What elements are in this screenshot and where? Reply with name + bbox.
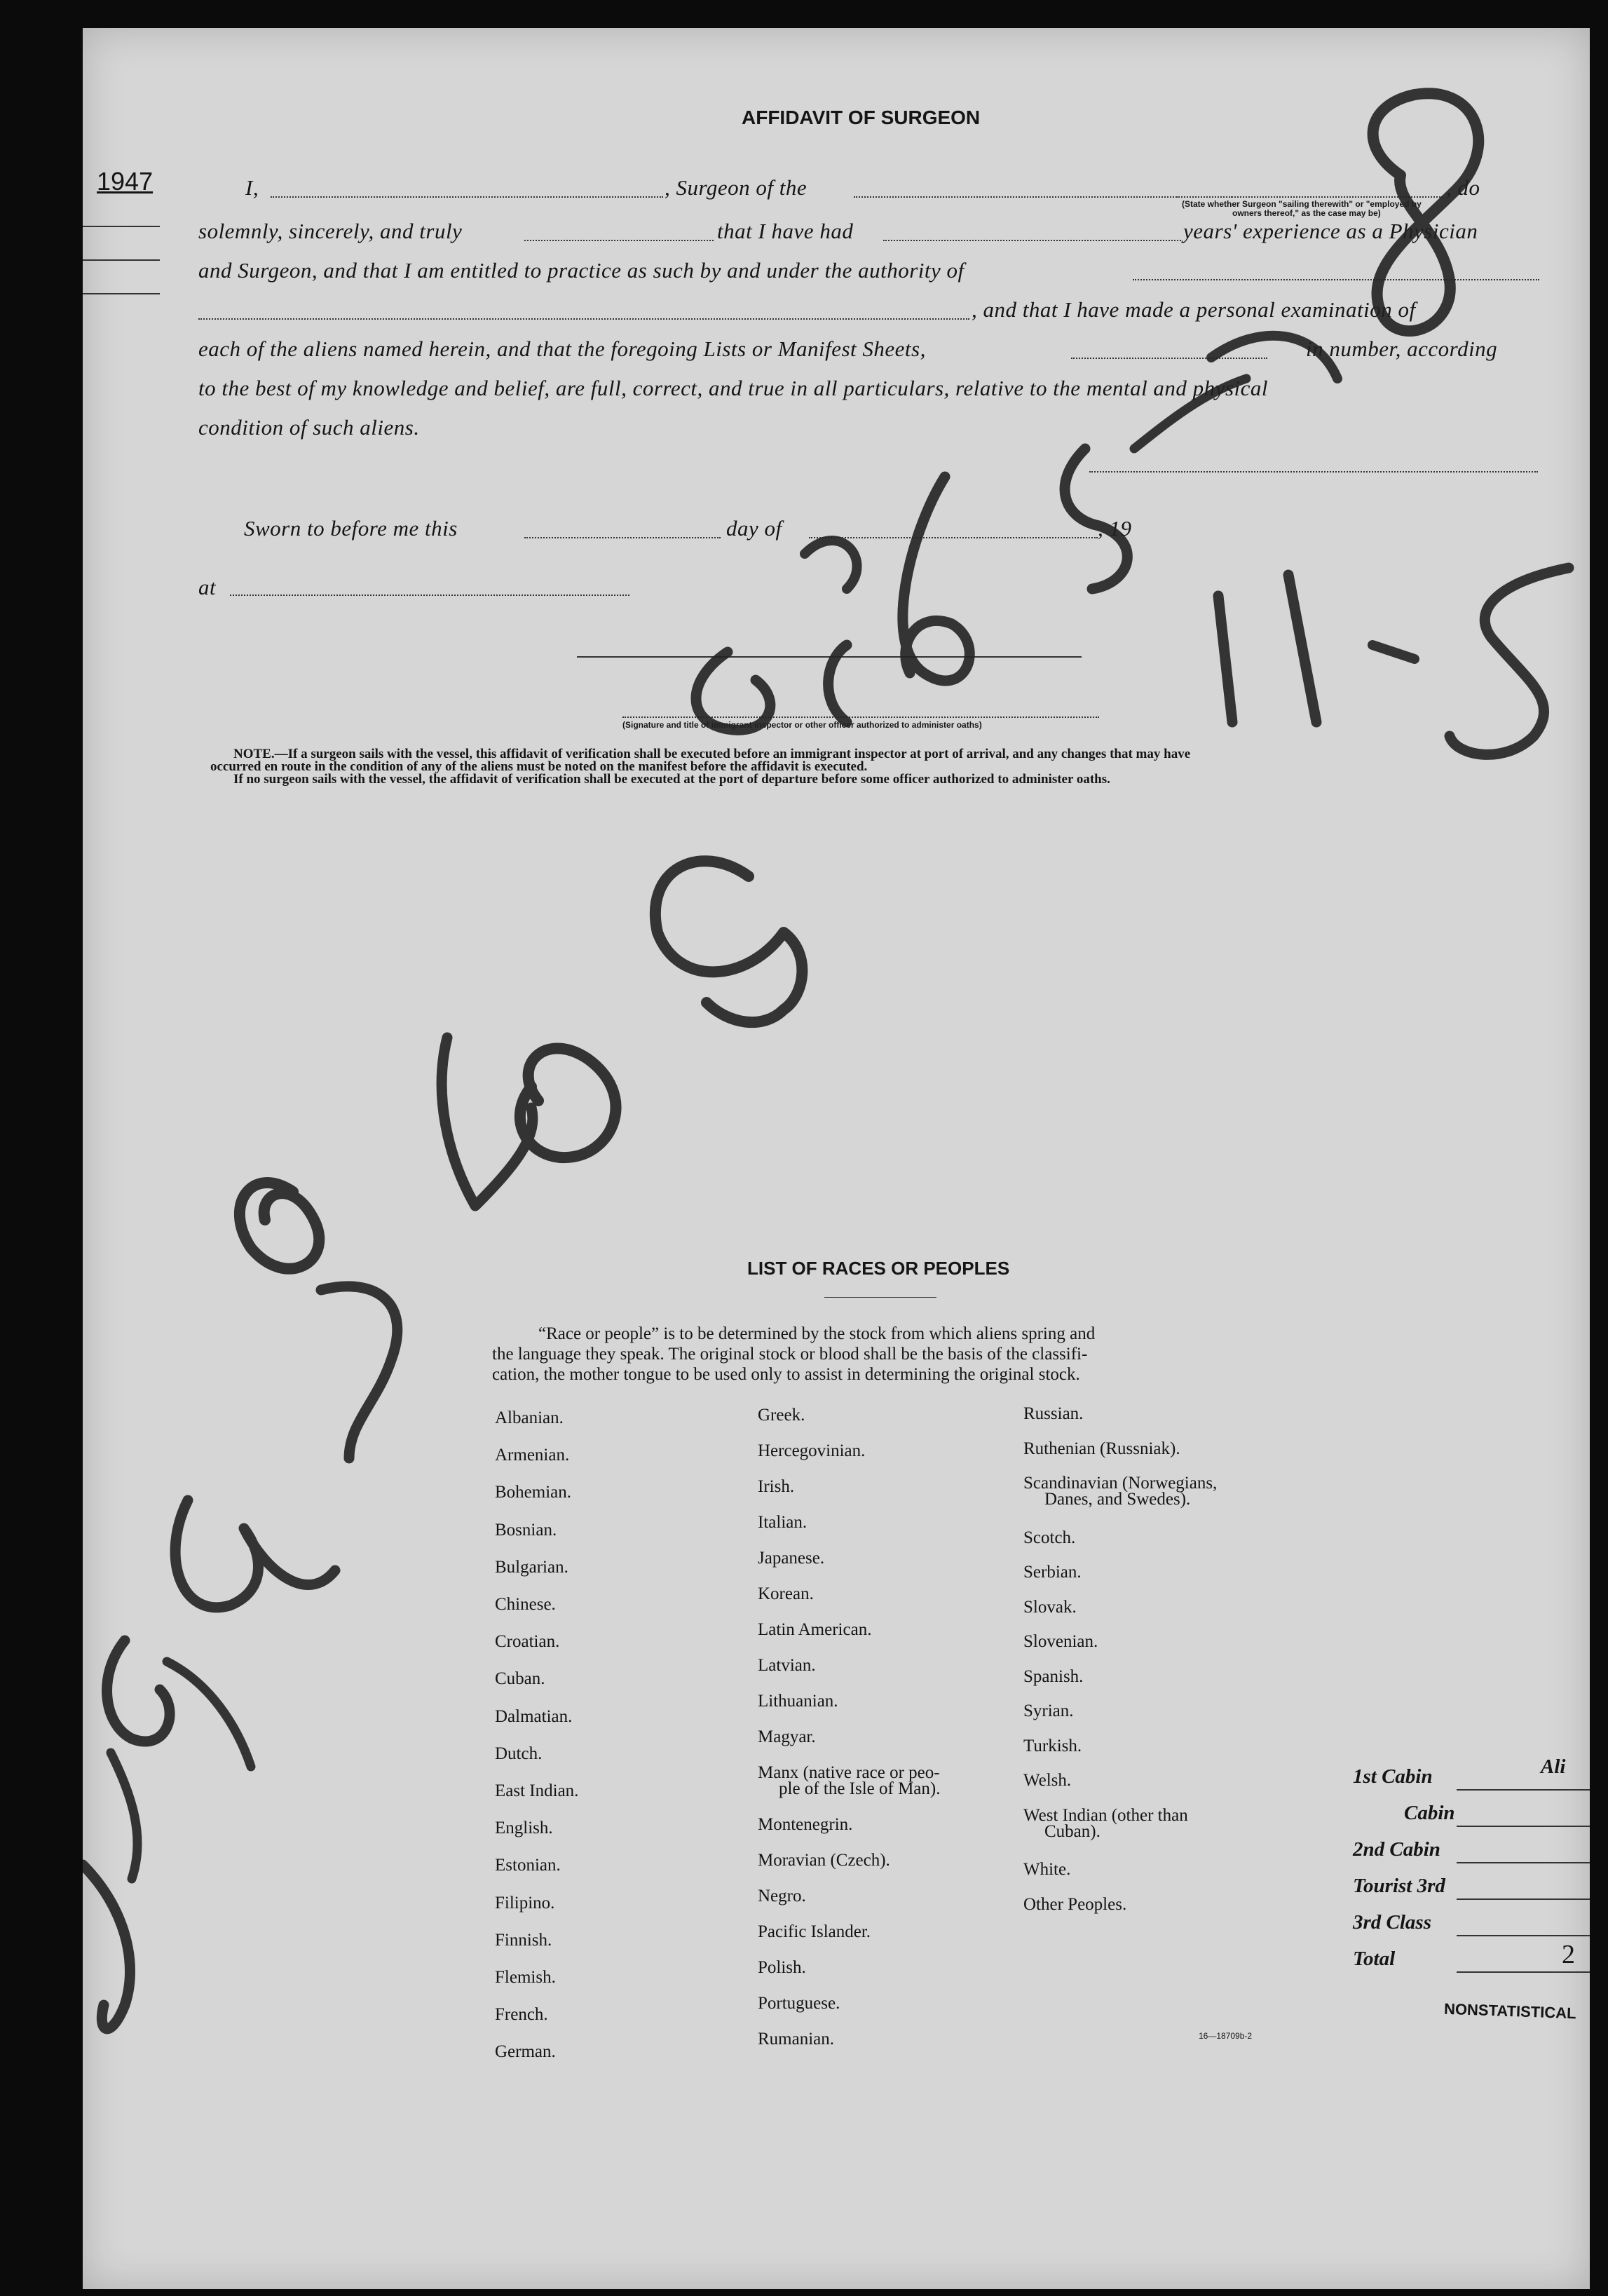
status-note-b: owners thereof," as the case may be)	[1232, 208, 1381, 218]
sworn-c: , 19	[1098, 516, 1132, 541]
race-item: Hercegovinian.	[758, 1441, 866, 1460]
race-item: Filipino.	[495, 1893, 555, 1913]
race-item: Moravian (Czech).	[758, 1851, 890, 1870]
race-item: Chinese.	[495, 1595, 556, 1614]
race-item: Syrian.	[1023, 1701, 1074, 1720]
line1-do: , do	[1446, 175, 1480, 200]
line1-i: I,	[245, 175, 259, 200]
race-item: Rumanian.	[758, 2030, 835, 2049]
sworn-b: day of	[726, 516, 782, 541]
race-item: Bosnian.	[495, 1520, 557, 1540]
race-item: Slovenian.	[1023, 1632, 1098, 1651]
race-item: Albanian.	[495, 1408, 564, 1427]
note-line-3: If no surgeon sails with the vessel, the affidavit of verification shall be executed at the port of departure before some officer authorized to administer oaths.	[233, 772, 1110, 787]
race-item: ple of the Isle of Man).	[779, 1779, 941, 1798]
sworn-a: Sworn to before me this	[244, 516, 458, 541]
race-item: Scandinavian (Norwegians,	[1023, 1474, 1218, 1493]
race-item: West Indian (other than	[1023, 1805, 1188, 1825]
line6: to the best of my knowledge and belief, are full, correct, and true in all particulars, relative to the mental and physical	[198, 376, 1268, 400]
race-item: Spanish.	[1023, 1666, 1084, 1686]
stamp-row-line	[1457, 1789, 1590, 1791]
race-item: Negro.	[758, 1887, 806, 1906]
stamp-row-line	[1457, 1862, 1590, 1863]
line4: , and that I have made a personal examination of	[972, 297, 1416, 322]
race-item: Polish.	[758, 1958, 806, 1977]
nonstatistical-stamp: NONSTATISTICAL	[1443, 1999, 1577, 2023]
line5-b: in number, according	[1306, 337, 1498, 361]
line3: and Surgeon, and that I am entitled to practice as such by and under the authority of	[198, 258, 965, 283]
race-item: Turkish.	[1023, 1736, 1082, 1755]
races-title: LIST OF RACES OR PEOPLES	[747, 1258, 1010, 1279]
stamp-row-line	[1457, 1971, 1590, 1973]
race-item: Bulgarian.	[495, 1557, 568, 1577]
status-note-a: (State whether Surgeon "sailing therewith" or "employed by	[1182, 199, 1422, 209]
race-item: Armenian.	[495, 1446, 570, 1465]
races-intro-2: the language they speak. The original stock or blood shall be the basis of the classifi-	[492, 1345, 1088, 1364]
margin-number: 1947	[97, 167, 154, 196]
race-item: Serbian.	[1023, 1563, 1082, 1582]
stamp-row-label: 2nd Cabin	[1353, 1838, 1440, 1861]
line2-b: that I have had	[717, 219, 854, 243]
race-item: Flemish.	[495, 1968, 556, 1987]
race-item: Italian.	[758, 1513, 808, 1532]
race-item: Latin American.	[758, 1620, 872, 1639]
stamp-row-label: 1st Cabin	[1353, 1765, 1433, 1788]
line2-c: years' experience as a Physician	[1183, 219, 1478, 243]
line5-a: each of the aliens named herein, and that the foregoing Lists or Manifest Sheets,	[198, 337, 926, 361]
race-item: Dalmatian.	[495, 1706, 573, 1726]
stamp-row-label: Tourist 3rd	[1353, 1875, 1445, 1897]
race-item: Montenegrin.	[758, 1815, 853, 1834]
race-item: Danes, and Swedes).	[1044, 1490, 1191, 1509]
race-item: Ruthenian (Russniak).	[1023, 1439, 1180, 1458]
race-item: Cuban.	[495, 1669, 545, 1689]
race-item: Croatian.	[495, 1632, 560, 1652]
affidavit-title: AFFIDAVIT OF SURGEON	[742, 107, 981, 128]
race-item: Pacific Islander.	[758, 1922, 871, 1941]
race-item: Portuguese.	[758, 1994, 840, 2013]
race-item: Magyar.	[758, 1727, 816, 1746]
race-item: Korean.	[758, 1584, 814, 1603]
race-item: Bohemian.	[495, 1483, 572, 1502]
race-item: German.	[495, 2042, 556, 2062]
races-intro-1: “Race or people” is to be determined by the stock from which aliens spring and	[538, 1324, 1096, 1343]
races-intro-3: cation, the mother tongue to be used only to assist in determining the original stock.	[492, 1365, 1080, 1384]
stamp-row-line	[1457, 1898, 1590, 1900]
race-item: Manx (native race or peo-	[758, 1763, 940, 1782]
line1-surgeon-of-the: , Surgeon of the	[665, 175, 808, 200]
race-item: White.	[1023, 1860, 1071, 1879]
race-item: French.	[495, 2005, 548, 2025]
stamp-header: Ali	[1541, 1755, 1566, 1778]
line7: condition of such aliens.	[198, 415, 420, 440]
form-number: 16—18709b-2	[1199, 2031, 1253, 2041]
race-item: Japanese.	[758, 1549, 825, 1568]
stamp-row-line	[1457, 1935, 1590, 1936]
stamp-row-label: Total	[1353, 1948, 1396, 1970]
race-item: Scotch.	[1023, 1528, 1076, 1547]
stamp-total-value: 2	[1562, 1940, 1575, 1969]
line2-a: solemnly, sincerely, and truly	[198, 219, 463, 243]
race-item: Estonian.	[495, 1856, 561, 1875]
signature-caption: (Signature and title of immigrant inspector or other officer authorized to administer oaths)	[622, 720, 982, 730]
race-item: Dutch.	[495, 1744, 543, 1763]
race-item: East Indian.	[495, 1781, 579, 1800]
race-item: Finnish.	[495, 1930, 552, 1950]
race-item: Slovak.	[1023, 1597, 1077, 1617]
race-item: Cuban).	[1044, 1821, 1101, 1841]
document-page	[83, 28, 1590, 2289]
race-item: Irish.	[758, 1477, 795, 1496]
race-item: Lithuanian.	[758, 1692, 838, 1711]
race-item: Latvian.	[758, 1656, 816, 1675]
stamp-row-label: Cabin	[1404, 1802, 1455, 1824]
race-item: Russian.	[1023, 1404, 1084, 1423]
race-item: Welsh.	[1023, 1771, 1072, 1790]
race-item: Other Peoples.	[1023, 1894, 1127, 1914]
race-item: Greek.	[758, 1406, 805, 1425]
note-line-1: NOTE.—If a surgeon sails with the vessel, this affidavit of verification shall be executed before an immigrant inspector at port of arrival, and any changes that may have	[233, 747, 1191, 761]
stamp-row-label: 3rd Class	[1353, 1911, 1432, 1934]
stamp-row-line	[1457, 1826, 1590, 1827]
sworn-at: at	[198, 575, 217, 599]
note-line-2: occurred en route in the condition of any of the aliens must be noted on the manifest before the affidavit is executed.	[210, 759, 868, 774]
race-item: English.	[495, 1819, 553, 1838]
